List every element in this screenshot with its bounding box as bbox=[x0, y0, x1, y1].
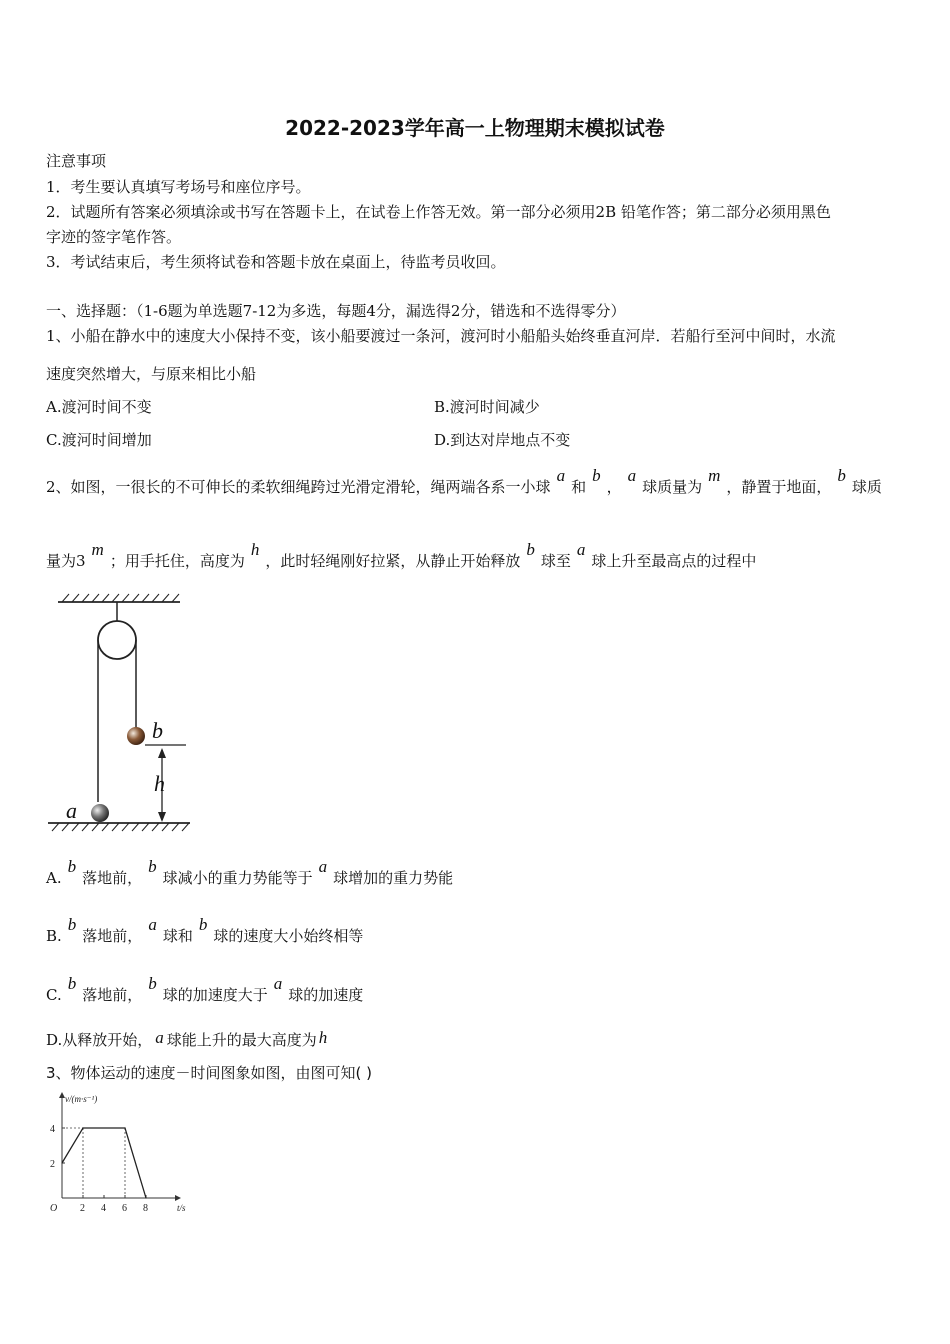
y-axis-label: v/(m·s⁻¹) bbox=[65, 1094, 98, 1104]
origin-label: O bbox=[50, 1203, 58, 1214]
data-point bbox=[145, 1197, 146, 1198]
ball-b bbox=[127, 727, 145, 745]
section-heading: 一、选择题：（1-6题为单选题7-12为多选，每题4分，漏选得2分，错选和不选得零分） bbox=[46, 302, 626, 320]
velocity-series-line bbox=[62, 1128, 146, 1198]
notice-item-3: 3．考试结束后，考生须将试卷和答题卡放在桌面上，待监考员收回。 bbox=[46, 253, 506, 271]
figure-label-a: a bbox=[66, 798, 77, 823]
x-tick-label: 8 bbox=[143, 1203, 148, 1214]
x-axis-arrow bbox=[175, 1195, 181, 1201]
notice-item-1: 1．考生要认真填写考场号和座位序号。 bbox=[46, 178, 311, 196]
pulley-figure bbox=[44, 590, 194, 835]
x-tick-label: 2 bbox=[80, 1203, 85, 1214]
page-title: 2022-2023学年高一上物理期末模拟试卷 bbox=[285, 116, 665, 140]
data-point bbox=[61, 1162, 62, 1163]
velocity-time-chart bbox=[40, 1090, 190, 1220]
q1-option-b: B.渡河时间减少 bbox=[434, 398, 540, 416]
q3-stem: 3、物体运动的速度－时间图象如图，由图可知( ) bbox=[46, 1064, 373, 1082]
q1-stem-line1: 1、小船在静水中的速度大小保持不变，该小船要渡过一条河，渡河时小船船头始终垂直河岸．若船行至河中间时，水流 bbox=[46, 327, 836, 345]
x-axis-label: t/s bbox=[177, 1203, 186, 1213]
pulley-wheel bbox=[98, 621, 136, 659]
notice-item-2b: 字迹的签字笔作答。 bbox=[46, 228, 182, 246]
ball-a bbox=[91, 804, 109, 822]
q2-stem-line1: 2、如图，一很长的不可伸长的柔软细绳跨过光滑定滑轮，绳两端各系一小球a和b，a球质量为m，静置于地面，b球质 bbox=[46, 466, 882, 496]
q2-option-a: A.b落地前，b球减小的重力势能等于a球增加的重力势能 bbox=[46, 857, 454, 887]
notice-item-2a: 2．试题所有答案必须填涂或书写在答题卡上，在试卷上作答无效。第一部分必须用2B 铅笔作答；第二部分必须用黑色 bbox=[46, 203, 831, 221]
x-tick-label: 4 bbox=[101, 1203, 106, 1214]
q2-option-c: C.b落地前，b球的加速度大于a球的加速度 bbox=[46, 974, 364, 1004]
figure-label-h: h bbox=[154, 771, 165, 796]
y-tick-label: 4 bbox=[50, 1124, 55, 1135]
data-point bbox=[124, 1127, 125, 1128]
q2-option-d: D.从释放开始， a 球能上升的最大高度为 h bbox=[46, 1028, 328, 1049]
y-tick-label: 2 bbox=[50, 1159, 55, 1170]
q2-option-b: B.b落地前，a球和b球的速度大小始终相等 bbox=[46, 915, 364, 945]
q1-option-c: C.渡河时间增加 bbox=[46, 431, 152, 449]
q1-stem-line2: 速度突然增大，与原来相比小船 bbox=[46, 365, 257, 383]
q1-option-d: D.到达对岸地点不变 bbox=[434, 431, 571, 449]
x-tick-label: 6 bbox=[122, 1203, 127, 1214]
notice-heading: 注意事项 bbox=[46, 152, 107, 170]
q2-stem-line2: 量为3m；用手托住，高度为h，此时轻绳刚好拉紧，从静止开始释放b球至a球上升至最高点的过程中 bbox=[46, 540, 757, 570]
data-point bbox=[82, 1127, 83, 1128]
q1-option-a: A.渡河时间不变 bbox=[46, 398, 152, 416]
figure-label-b: b bbox=[152, 718, 163, 743]
